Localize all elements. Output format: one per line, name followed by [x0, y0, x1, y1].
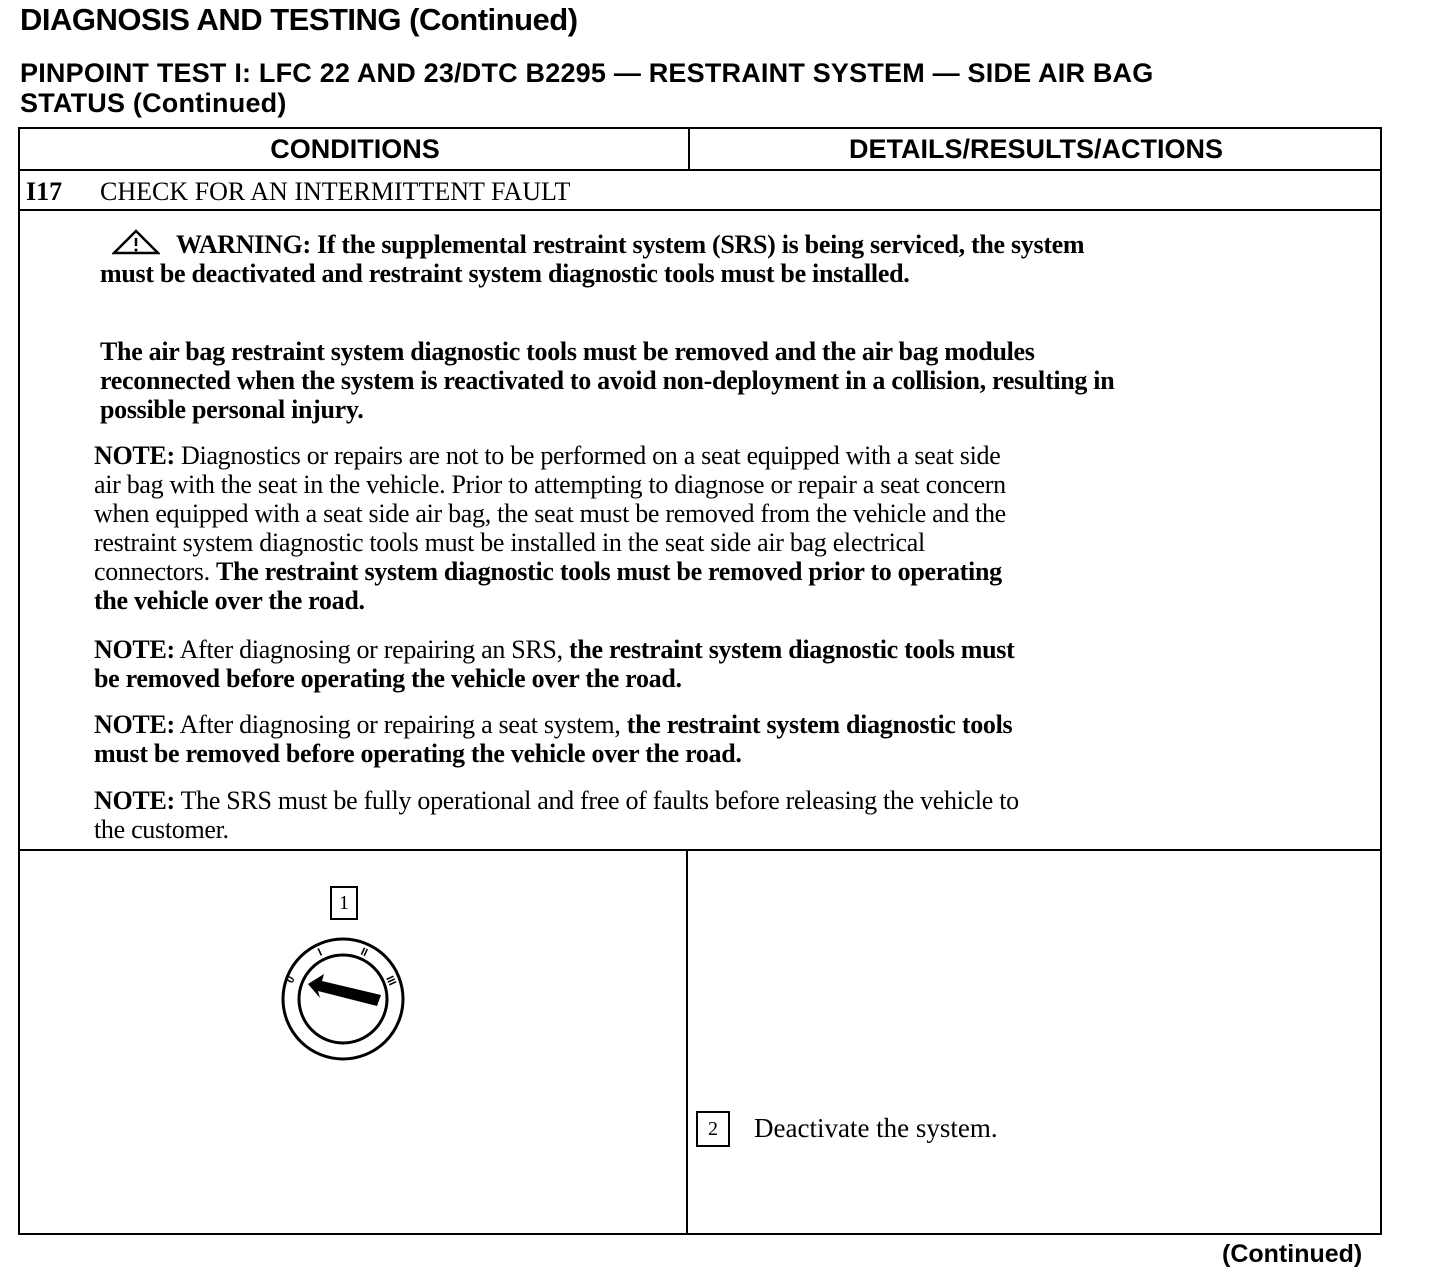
- warning-p2-line1: The air bag restraint system diagnostic tools must be removed and the air bag modules: [100, 337, 1035, 366]
- header-rule: [20, 169, 1380, 171]
- note4-line1: The SRS must be fully operational and free of faults before releasing the vehicle to: [174, 786, 1019, 815]
- warning-p2-line3: possible personal injury.: [100, 395, 364, 424]
- bottom-divider: [686, 849, 688, 1233]
- pinpoint-test-table: [18, 127, 1382, 1235]
- warning-line1: WARNING: If the supplemental restraint system (SRS) is being serviced, the system: [176, 230, 1085, 259]
- test-title-line2: STATUS (Continued): [20, 88, 287, 118]
- note3-line1a: After diagnosing or repairing a seat system,: [174, 710, 627, 739]
- warning-p2-line2: reconnected when the system is reactivated to avoid non-deployment in a collision, resulting in: [100, 366, 1115, 395]
- note1-line6: the vehicle over the road.: [94, 586, 365, 615]
- note4-line2: the customer.: [94, 815, 229, 844]
- step-title-row: [26, 173, 570, 211]
- note-label: NOTE:: [94, 710, 175, 739]
- header-divider: [688, 129, 690, 170]
- step-id: I17: [26, 177, 63, 206]
- action-text: Deactivate the system.: [754, 1113, 998, 1143]
- note1-line5a: connectors.: [94, 557, 217, 586]
- continued-footer: (Continued): [1222, 1240, 1363, 1268]
- note2-line1a: After diagnosing or repairing an SRS,: [174, 635, 569, 664]
- illustration-callout-1: 1: [330, 886, 358, 920]
- ignition-position-2: II: [358, 945, 370, 960]
- conditions-column-header: CONDITIONS: [270, 134, 440, 164]
- step-rule: [20, 209, 1380, 211]
- note-label: NOTE:: [94, 635, 175, 664]
- page-heading: DIAGNOSIS AND TESTING (Continued): [20, 2, 578, 37]
- warning-line2: must be deactivated and restraint system diagnostic tools must be installed.: [100, 259, 910, 288]
- action-number-2: 2: [696, 1111, 730, 1147]
- notes-rule: [20, 849, 1380, 851]
- note1-line4: restraint system diagnostic tools must be installed in the seat side air bag electrical: [94, 528, 925, 557]
- note1-line2: air bag with the seat in the vehicle. Prior to attempting to diagnose or repair a seat concern: [94, 470, 1006, 499]
- warning-block: [100, 229, 1084, 288]
- pinpoint-test-title: [20, 58, 1153, 118]
- note-2: [94, 635, 1014, 693]
- ignition-position-0: 0: [284, 974, 298, 986]
- note-1: [94, 441, 1006, 615]
- note-3: [94, 710, 1012, 768]
- step-title: CHECK FOR AN INTERMITTENT FAULT: [100, 177, 571, 206]
- ignition-position-1: I: [316, 946, 325, 959]
- details-column-header: DETAILS/RESULTS/ACTIONS: [848, 134, 1223, 164]
- ignition-switch-icon: [278, 934, 408, 1064]
- note2-line1b: the restraint system diagnostic tools must: [568, 635, 1015, 664]
- note3-line2: must be removed before operating the vehicle over the road.: [94, 739, 742, 768]
- warning-paragraph-2: [100, 337, 1114, 424]
- note1-line5b: The restraint system diagnostic tools must be removed prior to operating: [216, 557, 1002, 586]
- warning-triangle-icon: [112, 229, 160, 255]
- note-4: [94, 786, 1019, 844]
- note1-line1: Diagnostics or repairs are not to be performed on a seat equipped with a seat side: [174, 441, 1001, 470]
- note-label: NOTE:: [94, 441, 175, 470]
- ignition-position-3: III: [383, 974, 399, 988]
- note2-line2: be removed before operating the vehicle over the road.: [94, 664, 682, 693]
- note1-line3: when equipped with a seat side air bag, the seat must be removed from the vehicle and the: [94, 499, 1006, 528]
- test-title-line1: PINPOINT TEST I: LFC 22 AND 23/DTC B2295 — RESTRAINT SYSTEM — SIDE AIR BAG: [20, 58, 1154, 88]
- note3-line1b: the restraint system diagnostic tools: [626, 710, 1013, 739]
- note-label: NOTE:: [94, 786, 175, 815]
